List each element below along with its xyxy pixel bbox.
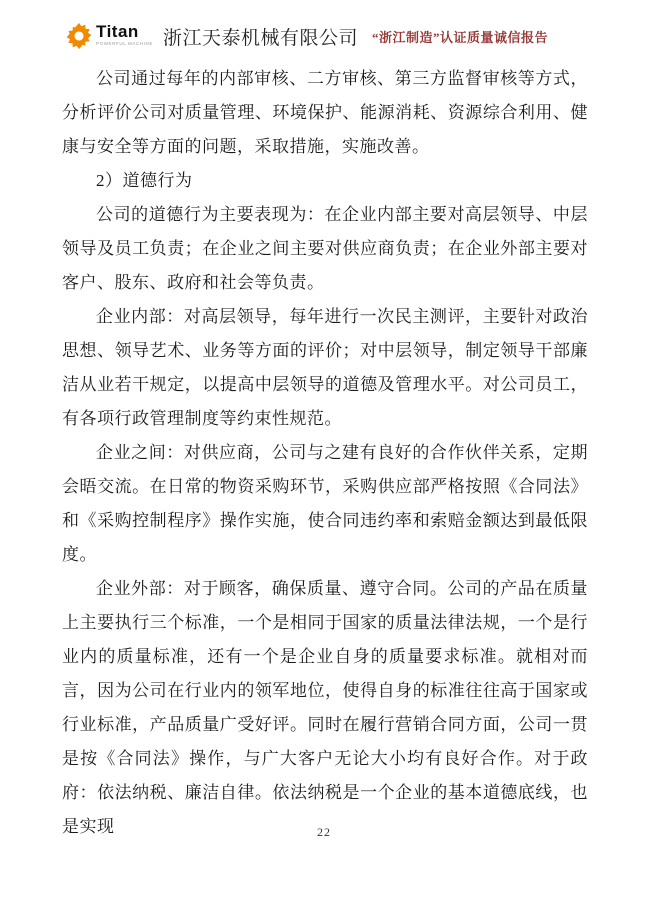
report-title: “浙江制造”认证质量诚信报告 [371, 29, 548, 45]
paragraph-ethics-overview: 公司的道德行为主要表现为：在企业内部主要对高层领导、中层领导及员工负责；在企业之间主要对供应商负责；在企业外部主要对客户、股东、政府和社会等负责。 [62, 205, 588, 292]
logo-text [96, 23, 153, 47]
paragraph-inter-enterprise-ethics: 企业之间：对供应商，公司与之建有良好的合作伙伴关系，定期会晤交流。在日常的物资采购环节，采购供应部严格按照《合同法》和《采购控制程序》操作实施，使合同违约率和索赔金额达到最低限度。 [62, 443, 588, 564]
paragraph-external-ethics: 企业外部：对于顾客，确保质量、遵守合同。公司的产品在质量上主要执行三个标准，一个是相同于国家的质量法律法规，一个是行业内的质量标准，还有一个是企业自身的质量要求标准。就相对而言，因为公司在行业内的领军地位，使得自身的标准往往高于国家或行业标准，产品质量广受好评。同时在履行营销合同方面，公司一贯是按《合同法》操作，与广大客户无论大小均有良好合作。对于政府：依法纳税、廉洁自律。依法纳税是一个企业的基本道德底线，也是实现 [62, 579, 588, 836]
page-footer [0, 823, 648, 841]
company-name: 浙江天泰机械有限公司 [162, 27, 358, 49]
gear-logo-icon [66, 23, 92, 49]
section-heading-ethics: 2）道德行为 [96, 171, 193, 190]
paragraph-audit-methods: 公司通过每年的内部审核、二方审核、第三方监督审核等方式，分析评价公司对质量管理、环境保护、能源消耗、资源综合利用、健康与安全等方面的问题，采取措施，实施改善。 [62, 69, 588, 156]
document-body [62, 62, 588, 844]
logo-brand-name: Titan [96, 22, 139, 41]
company-logo [66, 23, 153, 49]
page-number: 22 [317, 825, 331, 839]
logo-tagline: POWERFUL MACHINE [96, 41, 153, 46]
page-header [0, 0, 648, 52]
paragraph-internal-ethics: 企业内部：对高层领导，每年进行一次民主测评，主要针对政治思想、领导艺术、业务等方面的评价；对中层领导，制定领导干部廉洁从业若干规定，以提高中层领导的道德及管理水平。对公司员工，有各项行政管理制度等约束性规范。 [62, 307, 588, 428]
